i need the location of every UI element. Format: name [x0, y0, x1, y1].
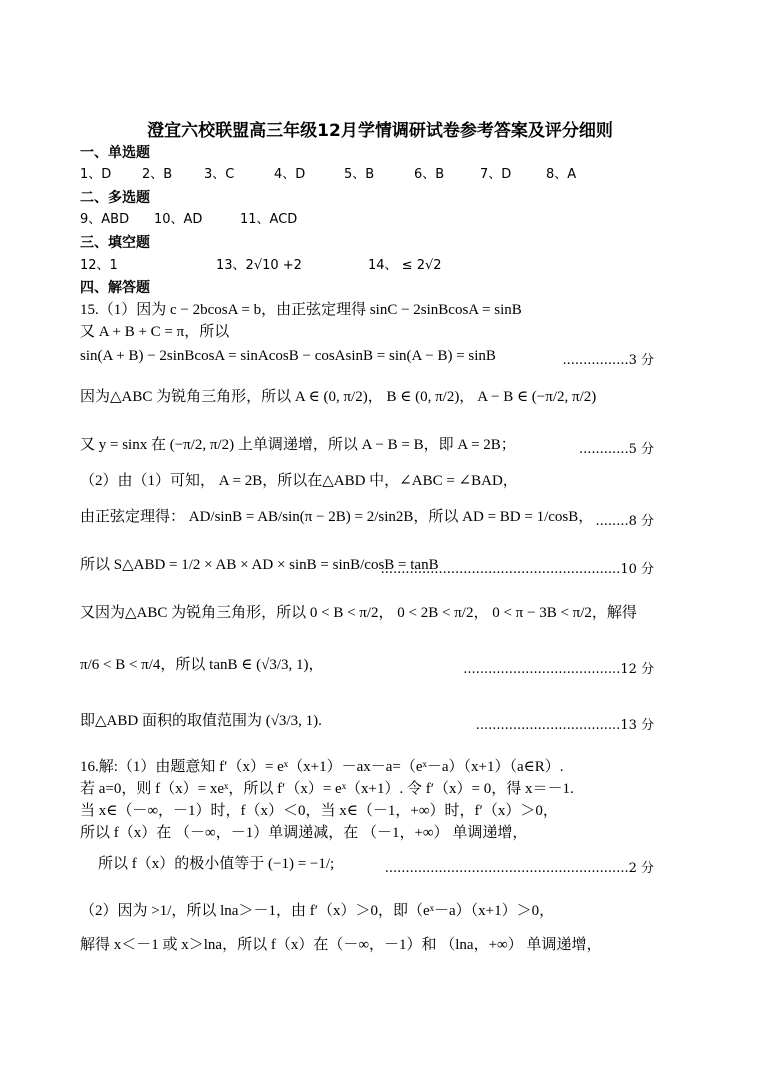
solution-line: π/6 < B < π/4，所以 tanB ∈ (√3/3, 1)，	[80, 657, 324, 673]
solution-line: 因为△ABC 为锐角三角形，所以 A ∈ (0, π/2)， B ∈ (0, π/2)， A − B ∈ (−π/2, π/2)	[80, 389, 597, 405]
answer-item: 7、D	[480, 167, 512, 182]
score-marker: ..........................................................10 分	[380, 562, 654, 577]
score-marker: ......................................12 分	[463, 662, 654, 677]
score-marker: ........8 分	[595, 514, 654, 529]
answer-item: 9、ABD	[80, 212, 130, 227]
section-heading-single-choice: 一、单选题	[80, 145, 150, 161]
score-marker: ............5 分	[579, 442, 654, 457]
solution-line: 当 x∈（－∞，－1）时，f（x）＜0，当 x∈（－1，+∞）时，f′（x）＞0，	[80, 803, 558, 819]
solution-line: 所以 f（x）的极小值等于 (−1) = −1/;	[98, 856, 335, 872]
solution-line: 16.解:（1）由题意知 f′（x）= eˣ（x+1）－ax－a=（eˣ－a）（x+1）（a∈R）.	[80, 759, 564, 775]
solution-line: 又因为△ABC 为锐角三角形，所以 0 < B < π/2， 0 < 2B < π/2， 0 < π − 3B < π/2，解得	[80, 605, 637, 621]
answer-item: 2、B	[142, 167, 173, 182]
answer-item: 12、1	[80, 258, 118, 273]
page-title: 澄宜六校联盟高三年级12月学情调研试卷参考答案及评分细则	[147, 121, 613, 141]
answer-item: 10、AD	[154, 212, 203, 227]
answer-item: 3、C	[204, 167, 235, 182]
solution-line: 由正弦定理得： AD/sinB = AB/sin(π − 2B) = 2/sin2B，所以 AD = BD = 1/cosB，	[80, 509, 594, 525]
section-heading-fill-blank: 三、填空题	[80, 235, 150, 251]
answer-item: 13、2√10 +2	[216, 258, 302, 273]
score-marker: ...................................13 分	[475, 718, 654, 733]
solution-line: 又 y = sinx 在 (−π/2, π/2) 上单调递增，所以 A − B = B，即 A = 2B；	[80, 437, 516, 453]
answer-item: 14、 ≤ 2√2	[368, 258, 442, 273]
solution-line: 即△ABD 面积的取值范围为 (√3/3, 1).	[80, 713, 322, 729]
single-choice-answers	[80, 166, 576, 184]
answer-item: 1、D	[80, 167, 112, 182]
answer-item: 5、B	[344, 167, 375, 182]
multi-choice-answers	[80, 211, 297, 229]
answer-item: 4、D	[274, 167, 306, 182]
solution-line: 若 a=0，则 f（x）= xeˣ，所以 f′（x）= eˣ（x+1）. 令 f′（x）= 0，得 x＝－1.	[80, 781, 574, 797]
answer-item: 11、ACD	[240, 212, 298, 227]
solution-line: 所以 S△ABD = 1/2 × AB × AD × sinB = sinB/cosB = tanB	[80, 557, 439, 573]
solution-line: 所以 f（x）在 （－∞，－1）单调递减，在 （－1，+∞） 单调递增，	[80, 825, 528, 841]
solution-line: 15.（1）因为 c − 2bcosA = b，由正弦定理得 sinC − 2sinBcosA = sinB	[80, 302, 522, 318]
solution-line: （2）由（1）可知， A = 2B，所以在△ABD 中，∠ABC = ∠BAD，	[80, 473, 518, 489]
score-marker: ................3 分	[562, 353, 654, 368]
answer-item: 8、A	[546, 167, 577, 182]
answer-item: 6、B	[414, 167, 445, 182]
score-marker: ...........................................................2 分	[384, 861, 654, 876]
fill-blank-answers	[80, 257, 442, 275]
solution-line: sin(A + B) − 2sinBcosA = sinAcosB − cosAsinB = sin(A − B) = sinB	[80, 348, 496, 364]
solution-line: 解得 x＜－1 或 x＞lna，所以 f（x）在（－∞，－1）和 （lna，+∞） 单调递增，	[80, 937, 602, 953]
solution-line: （2）因为 >1/，所以 lna＞－1，由 f′（x）＞0，即（eˣ－a）（x+1）＞0，	[80, 903, 555, 919]
section-heading-multi-choice: 二、多选题	[80, 190, 150, 206]
solution-line: 又 A + B + C = π，所以	[80, 324, 230, 340]
section-heading-solutions: 四、解答题	[80, 280, 150, 296]
